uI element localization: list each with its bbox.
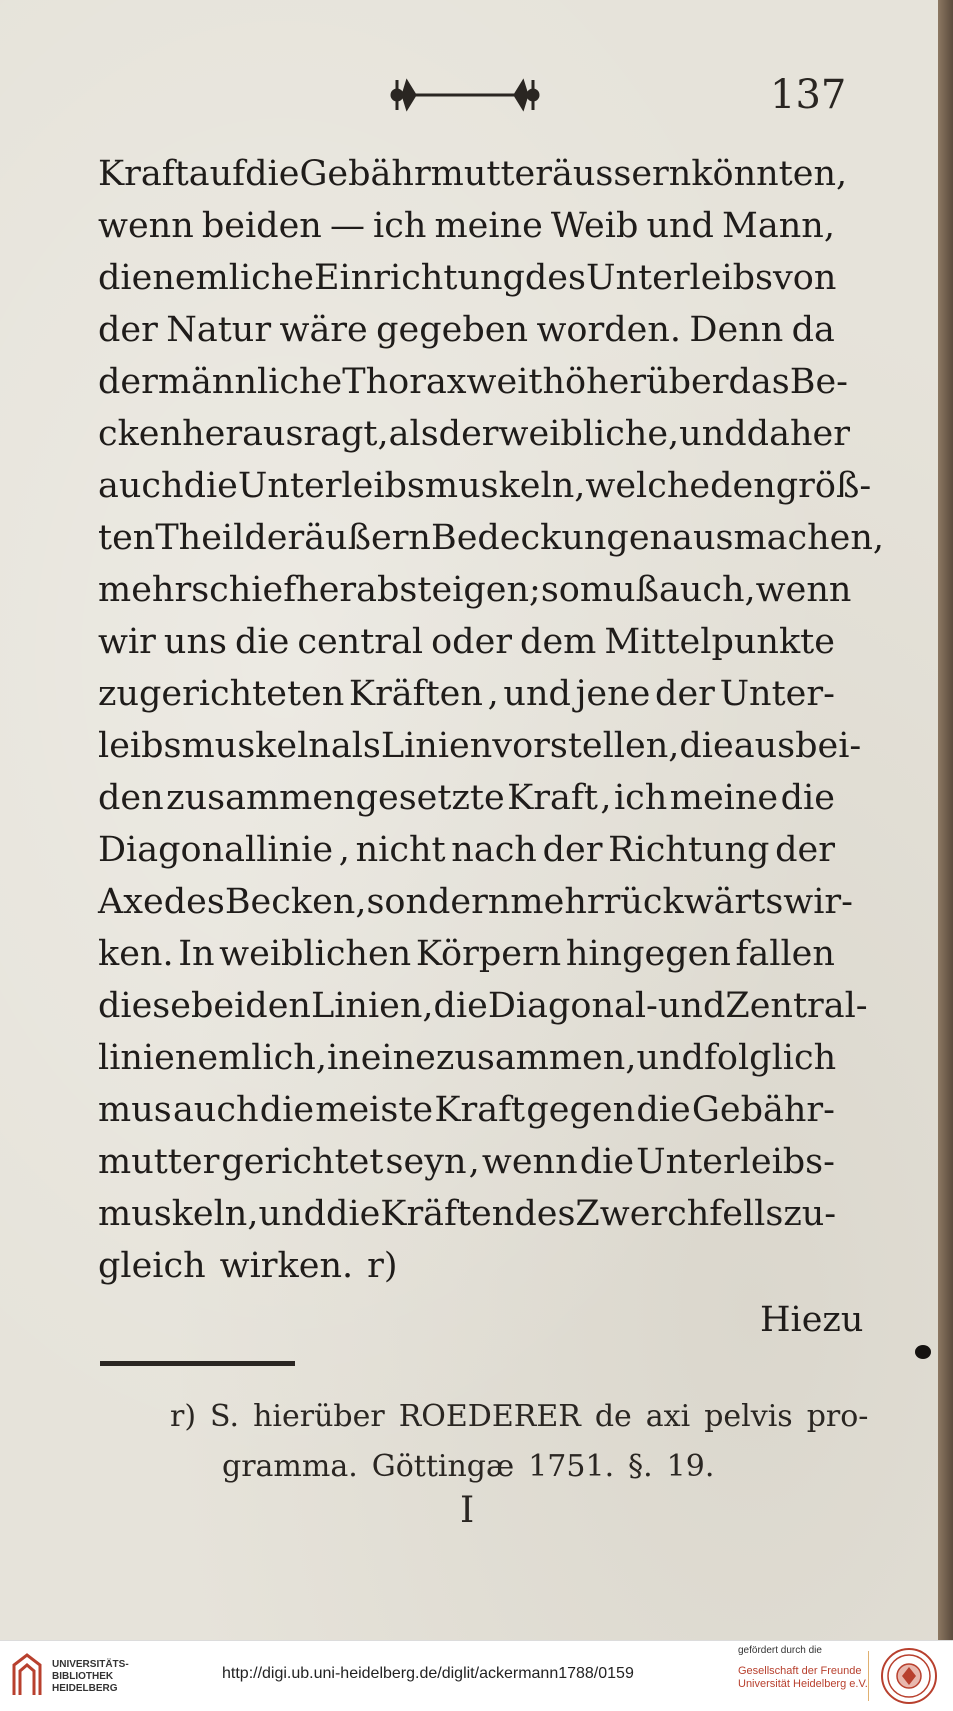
body-word: und [636,1038,704,1078]
body-word: den [710,466,776,506]
footnote-word: pro- [806,1399,869,1434]
body-word: die [433,986,488,1026]
footnote-line [170,1392,869,1442]
page-edge [938,0,953,1640]
body-word: äußern [304,518,431,558]
body-word: meiste [315,1090,434,1130]
body-word: so [540,570,580,610]
body-word: wenn [98,206,194,246]
body-line [98,824,835,876]
footnote-line [170,1442,850,1492]
body-word: Zwerchfells [575,1194,784,1234]
body-word: der [438,414,499,454]
body-word: mutter [98,1142,220,1182]
body-line [98,876,853,928]
body-word: der [98,310,158,350]
body-word: könnten, [691,154,848,194]
body-word: Bedeckungen [430,518,673,558]
body-word: daher [746,414,850,454]
body-word: äussern [551,154,692,194]
body-word: Unter- [719,674,835,714]
printer-ornament-icon [385,70,545,120]
body-word: schief [191,570,297,610]
body-word: ; [529,570,541,610]
body-word: wir- [783,882,853,922]
body-word: folglich [703,1038,837,1078]
body-word: die [183,466,238,506]
body-word: r) [367,1246,398,1286]
body-word: wirken. [219,1246,354,1286]
body-word: , [487,674,499,714]
body-word: Theil [155,518,245,558]
footnote-word: pelvis [704,1399,793,1434]
body-word: jene [575,674,651,714]
body-word: nach [451,830,537,870]
viewer-footer [0,1640,953,1711]
body-word: die [259,1090,315,1130]
body-word: ten [98,518,156,558]
footnote-word: 1751. [528,1449,615,1484]
body-word: Unterleibsmuskeln, [237,466,586,506]
body-word: von [773,258,837,298]
body-line [98,1240,835,1292]
body-word: Thorax [342,362,467,402]
body-word: muß [579,570,659,610]
body-word: in [326,1038,361,1078]
body-word: zugerichteten [98,674,345,714]
body-word: Kräften [380,1194,515,1234]
body-word: wäre [279,310,368,350]
body-line [98,460,872,512]
body-word: zusammengesetzte [166,778,505,818]
body-word: die [636,1090,691,1130]
body-word: auf [188,154,246,194]
body-line [98,1136,835,1188]
body-word: auch [98,466,184,506]
body-word: mehr [98,570,192,610]
body-line [98,564,852,616]
body-line [98,668,835,720]
footnote-word: axi [645,1399,691,1434]
body-word: Denn [689,310,784,350]
body-word: weibliche, [498,414,680,454]
catchword: Hiezu [760,1300,864,1340]
body-word: Axe [98,882,164,922]
body-word: Mittelpunkte [604,622,835,662]
body-word: bei- [795,726,862,766]
body-word: das [728,362,790,402]
body-word: , [600,778,612,818]
footnote-word: hierüber [253,1399,385,1434]
body-word: auch, [658,570,756,610]
body-word: herausragt, [182,414,389,454]
body-word: Unterleibs [586,258,774,298]
body-text [98,148,885,1292]
body-word: — [329,206,365,246]
body-word: ich [373,206,427,246]
body-word: als [330,726,381,766]
body-word: Zentral- [725,986,868,1026]
body-word: Linien [380,726,493,766]
body-word: wir [98,622,156,662]
sponsor-name: Gesellschaft der Freunde Universität Heidelberg e.V. [738,1665,868,1690]
body-word: über [646,362,729,402]
body-word: gerichtet [221,1142,384,1182]
body-word: aus [733,726,796,766]
body-word: die [235,622,290,662]
body-word: Einrichtung [314,258,525,298]
body-line [98,772,835,824]
body-line [98,148,848,200]
body-word: ken. [98,934,174,974]
body-word: rückwärts [603,882,784,922]
page-number: 137 [770,72,847,118]
body-word: eine [360,1038,436,1078]
university-seal-icon [880,1647,938,1705]
body-word: hingegen [565,934,731,974]
body-word: die [98,258,153,298]
body-word: die [325,1194,381,1234]
body-word: Kraft [434,1090,526,1130]
body-word: Kraft [98,154,189,194]
body-word: Weib [550,206,639,246]
body-word: , [468,1142,480,1182]
body-word: Linien, [310,986,434,1026]
body-word: leibsmuskeln [98,726,331,766]
body-word: dem [520,622,597,662]
body-word: beiden [191,986,311,1026]
body-word: Richtung [608,830,770,870]
body-word: des [524,258,586,298]
footnote-word: §. [628,1449,653,1484]
body-word: linie [98,1038,175,1078]
body-line [98,720,862,772]
body-word: vorstellen, [492,726,680,766]
body-word: oder [431,622,513,662]
footnote-divider [100,1361,295,1366]
body-word: Unterleibs- [636,1142,835,1182]
body-line [98,200,835,252]
body-word: Diagonallinie [98,830,334,870]
body-word: der [655,674,715,714]
body-word: und [258,1194,326,1234]
body-word: worden. [536,310,681,350]
body-word: herabsteigen [296,570,530,610]
permalink[interactable]: http://digi.ub.uni-heidelberg.de/diglit/ackermann1788/0159 [222,1665,634,1682]
body-word: und [503,674,571,714]
footnote-word: ROEDERER [398,1399,581,1434]
body-word: nemlich, [174,1038,327,1078]
body-word: als [388,414,439,454]
body-word: wenn [755,570,852,610]
sponsor-divider [868,1651,869,1701]
ink-blot [915,1345,931,1359]
body-word: weit [466,362,543,402]
footnote-word: de [594,1399,632,1434]
body-word: zusammen, [435,1038,637,1078]
body-word: und [679,414,747,454]
body-word: Gebährmutter [299,154,552,194]
body-word: auch [172,1090,259,1130]
body-word: höher [542,362,647,402]
body-word: gegen [526,1090,636,1130]
body-word: da [791,310,835,350]
body-line [98,980,868,1032]
body-word: Körpern [415,934,562,974]
body-word: meine [669,778,779,818]
body-word: beiden [201,206,322,246]
body-word: gleich [98,1246,206,1286]
footnote-word: r) [170,1399,197,1434]
body-line [98,304,835,356]
body-word: die [780,778,835,818]
body-word: männliche [157,362,343,402]
body-line [98,616,835,668]
footnote-word: 19. [666,1449,715,1484]
body-line [98,512,885,564]
body-line [98,408,850,460]
body-word: Natur [166,310,272,350]
body-word: größ- [775,466,872,506]
body-word: seyn [385,1142,467,1182]
body-word: meine [434,206,543,246]
body-word: mehr [510,882,604,922]
body-word: fallen [735,934,835,974]
body-line [98,1084,835,1136]
body-word: gegeben [376,310,529,350]
sponsor-label: gefördert durch die [738,1645,822,1656]
body-word: zu- [783,1194,837,1234]
body-line [98,252,835,304]
body-word: und [646,206,714,246]
body-word: Mann, [722,206,835,246]
body-word: mus [98,1090,172,1130]
footnote-word: gramma. [222,1449,358,1484]
body-word: Becken, [224,882,367,922]
body-word: Diagonal-und [487,986,726,1026]
body-word: der [98,362,158,402]
footnote-word: Göttingæ [371,1449,515,1484]
body-word: sondern [366,882,511,922]
body-word: der [542,830,603,870]
body-word: den [98,778,164,818]
signature-mark: I [460,1490,475,1531]
body-word: nemliche [152,258,314,298]
body-line [98,1188,835,1240]
body-word: diese [98,986,191,1026]
footnote [170,1392,869,1492]
body-word: Kräften [348,674,483,714]
body-word: der [775,830,835,870]
body-line [98,928,835,980]
body-word: weiblichen [219,934,412,974]
body-word: ich [613,778,668,818]
footnote-word: S. [210,1399,240,1434]
body-word: des [514,1194,576,1234]
body-word: central [297,622,424,662]
body-word: die [579,1142,635,1182]
body-word: welche [585,466,711,506]
body-word: Be- [789,362,848,402]
library-name: UNIVERSITÄTS- BIBLIOTHEK HEIDELBERG [52,1659,129,1694]
body-word: cken [98,414,183,454]
body-word: des [163,882,225,922]
body-word: wenn [481,1142,578,1182]
body-word: Gebähr- [691,1090,835,1130]
body-word: nicht [355,830,446,870]
body-word: , [338,830,350,870]
body-word: die [245,154,300,194]
body-word: die [679,726,734,766]
body-word: uns [163,622,227,662]
body-word: Kraft [507,778,598,818]
body-word: ausmachen, [672,518,885,558]
body-word: der [244,518,305,558]
library-logo-icon [10,1651,44,1699]
body-line [98,356,848,408]
body-word: In [178,934,215,974]
body-line [98,1032,835,1084]
body-word: muskeln, [98,1194,259,1234]
